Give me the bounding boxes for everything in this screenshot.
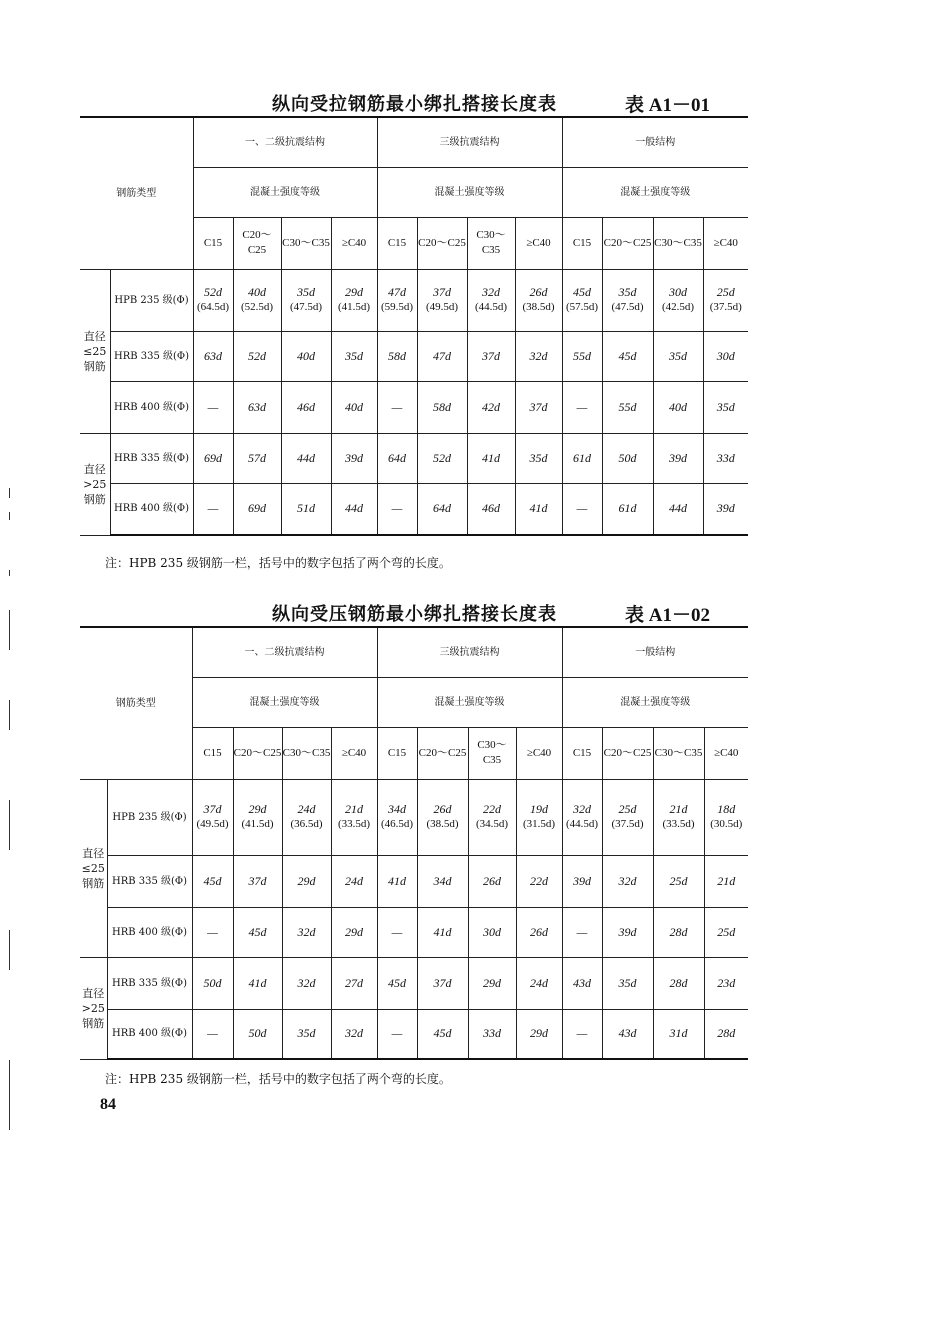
concrete-grade-header: 混凝土强度等级 (562, 677, 748, 727)
value-cell: 35d (515, 433, 562, 483)
value-cell: 39d (703, 483, 748, 535)
grade-header: C30～C35 (653, 217, 703, 269)
value-cell: 34d (46.5d) (377, 779, 417, 855)
value-cell: 63d (233, 381, 281, 433)
value-cell: 40d (52.5d) (233, 269, 281, 331)
value-cell: 21d (33.5d) (331, 779, 377, 855)
value-cell: 55d (602, 381, 653, 433)
table2-number: 表 A1－02 (625, 605, 710, 626)
table1-number: 表 A1－01 (625, 95, 710, 116)
value-cell: 26d (38.5d) (417, 779, 468, 855)
value-cell: 45d (57.5d) (562, 269, 602, 331)
concrete-grade-header: 混凝土强度等级 (377, 677, 562, 727)
grade-header: ≥C40 (515, 217, 562, 269)
value-cell: 69d (233, 483, 281, 535)
structure-header: 一般结构 (562, 117, 748, 167)
steel-type-cell: HPB 235 级(Φ) (107, 779, 192, 855)
value-cell: 37d (515, 381, 562, 433)
value-cell: 35d (703, 381, 748, 433)
value-cell: 35d (47.5d) (281, 269, 331, 331)
structure-header: 一、二级抗震结构 (193, 117, 377, 167)
grade-header: C15 (377, 727, 417, 779)
concrete-grade-header: 混凝土强度等级 (377, 167, 562, 217)
value-cell: 29d (41.5d) (233, 779, 282, 855)
table-row (80, 907, 748, 957)
value-cell: 35d (47.5d) (602, 269, 653, 331)
value-cell: 63d (193, 331, 233, 381)
grade-header: C30～C35 (282, 727, 331, 779)
grade-header: ≥C40 (516, 727, 562, 779)
value-cell: 25d (653, 855, 704, 907)
value-cell: 41d (233, 957, 282, 1009)
value-cell: 28d (653, 907, 704, 957)
value-cell: 32d (44.5d) (467, 269, 515, 331)
value-cell: 50d (233, 1009, 282, 1059)
diameter-group-large: 直径 >25 钢筋 (80, 957, 107, 1059)
value-cell: 26d (516, 907, 562, 957)
value-cell: 25d (37.5d) (602, 779, 653, 855)
value-cell: 46d (281, 381, 331, 433)
value-cell: 30d (703, 331, 748, 381)
value-cell: 58d (417, 381, 467, 433)
grade-header: C15 (562, 727, 602, 779)
margin-mark (9, 800, 10, 850)
grade-header: C30～C35 (653, 727, 704, 779)
grade-header: ≥C40 (331, 217, 377, 269)
page-number: 84 (100, 1096, 116, 1113)
value-cell: — (562, 907, 602, 957)
steel-type-cell: HRB 335 级(Φ) (107, 855, 192, 907)
table2-note: 注：HPB 235 级钢筋一栏，括号中的数字包括了两个弯的长度。 (105, 1072, 451, 1086)
value-cell: 32d (602, 855, 653, 907)
steel-type-cell: HRB 335 级(Φ) (110, 433, 193, 483)
grade-header: ≥C40 (704, 727, 748, 779)
value-cell: 33d (468, 1009, 516, 1059)
value-cell: 45d (602, 331, 653, 381)
value-cell: 41d (467, 433, 515, 483)
value-cell: 58d (377, 331, 417, 381)
table1-tension-lap-length (80, 116, 748, 536)
value-cell: 29d (468, 957, 516, 1009)
value-cell: 41d (515, 483, 562, 535)
table1-title-row (80, 86, 748, 116)
concrete-grade-header: 混凝土强度等级 (562, 167, 748, 217)
value-cell: — (193, 483, 233, 535)
grade-header: C30～C35 (468, 727, 516, 779)
table-row (80, 381, 748, 433)
value-cell: 37d (417, 957, 468, 1009)
value-cell: 45d (233, 907, 282, 957)
structure-header: 三级抗震结构 (377, 627, 562, 677)
value-cell: 45d (192, 855, 233, 907)
margin-mark (9, 610, 10, 650)
value-cell: 43d (602, 1009, 653, 1059)
value-cell: 33d (703, 433, 748, 483)
steel-type-header: 钢筋类型 (80, 627, 192, 779)
steel-type-cell: HPB 235 级(Φ) (110, 269, 193, 331)
value-cell: — (377, 381, 417, 433)
grade-header: C15 (562, 217, 602, 269)
table-row (80, 855, 748, 907)
table1-note: 注：HPB 235 级钢筋一栏，括号中的数字包括了两个弯的长度。 (105, 556, 451, 570)
value-cell: 26d (468, 855, 516, 907)
concrete-grade-header: 混凝土强度等级 (193, 167, 377, 217)
table-row (80, 1009, 748, 1059)
diameter-group-small: 直径 ≤25 钢筋 (80, 779, 107, 957)
value-cell: 29d (331, 907, 377, 957)
value-cell: 47d (417, 331, 467, 381)
margin-mark (9, 570, 10, 576)
value-cell: 18d (30.5d) (704, 779, 748, 855)
value-cell: 32d (282, 907, 331, 957)
grade-header: ≥C40 (703, 217, 748, 269)
value-cell: 50d (192, 957, 233, 1009)
steel-type-cell: HRB 335 级(Φ) (107, 957, 192, 1009)
grade-header: C15 (377, 217, 417, 269)
value-cell: 32d (515, 331, 562, 381)
value-cell: 27d (331, 957, 377, 1009)
steel-type-cell: HRB 335 级(Φ) (110, 331, 193, 381)
value-cell: 23d (704, 957, 748, 1009)
value-cell: 69d (193, 433, 233, 483)
value-cell: 35d (282, 1009, 331, 1059)
structure-header: 一、二级抗震结构 (192, 627, 377, 677)
grade-header: C20～C25 (233, 217, 281, 269)
margin-mark (9, 512, 10, 520)
value-cell: 30d (42.5d) (653, 269, 703, 331)
value-cell: 28d (704, 1009, 748, 1059)
value-cell: — (562, 1009, 602, 1059)
value-cell: 29d (516, 1009, 562, 1059)
value-cell: 39d (331, 433, 377, 483)
value-cell: 64d (417, 483, 467, 535)
table2-title: 纵向受压钢筋最小绑扎搭接长度表 (272, 604, 557, 625)
steel-type-cell: HRB 400 级(Φ) (107, 907, 192, 957)
value-cell: 51d (281, 483, 331, 535)
value-cell: 52d (233, 331, 281, 381)
value-cell: 19d (31.5d) (516, 779, 562, 855)
value-cell: 32d (331, 1009, 377, 1059)
table-row (80, 331, 748, 381)
diameter-group-large: 直径 >25 钢筋 (80, 433, 110, 535)
value-cell: 37d (467, 331, 515, 381)
value-cell: — (562, 483, 602, 535)
value-cell: 34d (417, 855, 468, 907)
value-cell: 21d (33.5d) (653, 779, 704, 855)
value-cell: — (377, 483, 417, 535)
value-cell: 35d (602, 957, 653, 1009)
grade-header: C20～C25 (602, 727, 653, 779)
value-cell: 25d (37.5d) (703, 269, 748, 331)
grade-header: C20～C25 (417, 727, 468, 779)
value-cell: 35d (331, 331, 377, 381)
value-cell: 29d (41.5d) (331, 269, 377, 331)
steel-type-cell: HRB 400 级(Φ) (110, 483, 193, 535)
table2-compression-lap-length (80, 626, 748, 1060)
value-cell: 40d (331, 381, 377, 433)
value-cell: — (193, 381, 233, 433)
structure-header: 一般结构 (562, 627, 748, 677)
value-cell: 47d (59.5d) (377, 269, 417, 331)
value-cell: 37d (49.5d) (417, 269, 467, 331)
steel-type-cell: HRB 400 级(Φ) (107, 1009, 192, 1059)
grade-header: C15 (193, 217, 233, 269)
value-cell: 41d (377, 855, 417, 907)
table-row (80, 483, 748, 535)
value-cell: 39d (562, 855, 602, 907)
value-cell: 44d (331, 483, 377, 535)
value-cell: 28d (653, 957, 704, 1009)
value-cell: 40d (653, 381, 703, 433)
margin-mark (9, 930, 10, 970)
margin-mark (9, 488, 10, 498)
value-cell: 46d (467, 483, 515, 535)
value-cell: — (192, 907, 233, 957)
table-row (80, 269, 748, 331)
value-cell: 31d (653, 1009, 704, 1059)
value-cell: 24d (36.5d) (282, 779, 331, 855)
diameter-group-small: 直径 ≤25 钢筋 (80, 269, 110, 433)
margin-mark (9, 1060, 10, 1130)
value-cell: 64d (377, 433, 417, 483)
grade-header: C30～C35 (281, 217, 331, 269)
grade-header: C20～C25 (417, 217, 467, 269)
value-cell: 50d (602, 433, 653, 483)
steel-type-cell: HRB 400 级(Φ) (110, 381, 193, 433)
value-cell: 25d (704, 907, 748, 957)
value-cell: 61d (562, 433, 602, 483)
value-cell: 37d (49.5d) (192, 779, 233, 855)
value-cell: 39d (653, 433, 703, 483)
value-cell: 32d (44.5d) (562, 779, 602, 855)
value-cell: — (377, 1009, 417, 1059)
value-cell: — (562, 381, 602, 433)
value-cell: — (377, 907, 417, 957)
table1-title: 纵向受拉钢筋最小绑扎搭接长度表 (272, 94, 557, 115)
table2-title-row (80, 596, 748, 626)
value-cell: — (192, 1009, 233, 1059)
value-cell: 61d (602, 483, 653, 535)
value-cell: 39d (602, 907, 653, 957)
value-cell: 24d (331, 855, 377, 907)
value-cell: 26d (38.5d) (515, 269, 562, 331)
value-cell: 29d (282, 855, 331, 907)
value-cell: 22d (516, 855, 562, 907)
value-cell: 37d (233, 855, 282, 907)
value-cell: 40d (281, 331, 331, 381)
value-cell: 21d (704, 855, 748, 907)
value-cell: 24d (516, 957, 562, 1009)
table-row (80, 957, 748, 1009)
value-cell: 44d (281, 433, 331, 483)
steel-type-header: 钢筋类型 (80, 117, 193, 269)
value-cell: 57d (233, 433, 281, 483)
value-cell: 35d (653, 331, 703, 381)
value-cell: 45d (417, 1009, 468, 1059)
grade-header: C20～C25 (602, 217, 653, 269)
grade-header: ≥C40 (331, 727, 377, 779)
table-row (80, 779, 748, 855)
value-cell: 42d (467, 381, 515, 433)
value-cell: 44d (653, 483, 703, 535)
grade-header: C20～C25 (233, 727, 282, 779)
value-cell: 43d (562, 957, 602, 1009)
structure-header: 三级抗震结构 (377, 117, 562, 167)
value-cell: 41d (417, 907, 468, 957)
table-row (80, 433, 748, 483)
value-cell: 30d (468, 907, 516, 957)
margin-mark (9, 700, 10, 730)
grade-header: C30～C35 (467, 217, 515, 269)
grade-header: C15 (192, 727, 233, 779)
value-cell: 45d (377, 957, 417, 1009)
value-cell: 55d (562, 331, 602, 381)
value-cell: 52d (417, 433, 467, 483)
value-cell: 22d (34.5d) (468, 779, 516, 855)
value-cell: 52d (64.5d) (193, 269, 233, 331)
concrete-grade-header: 混凝土强度等级 (192, 677, 377, 727)
value-cell: 32d (282, 957, 331, 1009)
